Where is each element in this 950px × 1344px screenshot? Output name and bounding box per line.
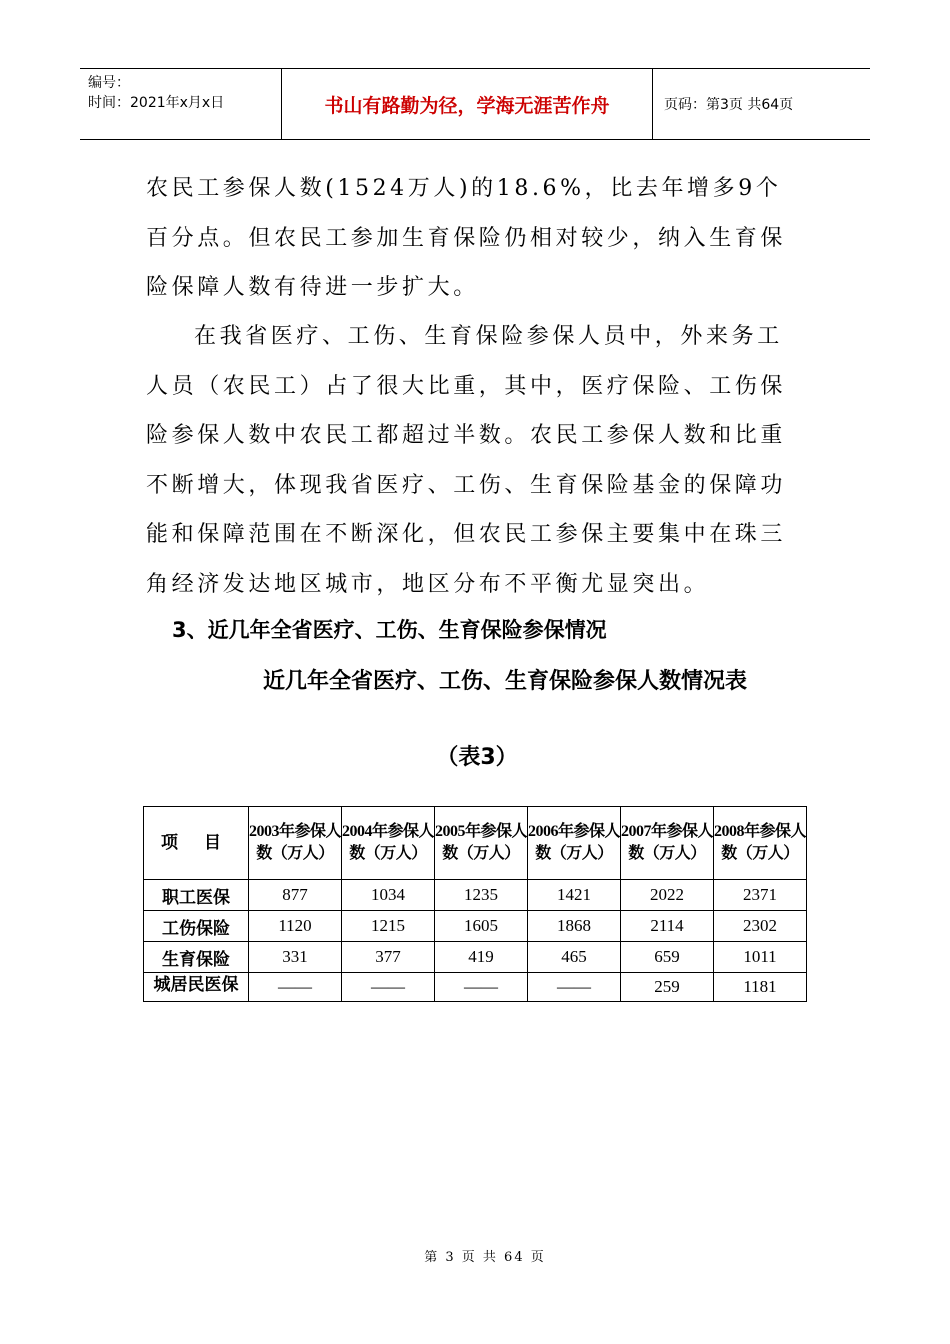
table-cell: 259 — [621, 973, 714, 1002]
table-cell: 2114 — [621, 911, 714, 942]
table-number: （表3） — [436, 745, 518, 770]
row-label — [144, 973, 249, 1002]
header-motto: 书山有路勤为径，学海无涯苦作舟 — [282, 69, 653, 139]
header-time-label: 时间：2021年x月x日 — [88, 95, 225, 111]
table-cell: —— — [342, 973, 435, 1002]
table-title: 近几年全省医疗、工伤、生育保险参保人数情况表 — [262, 669, 747, 694]
table-cell: 877 — [249, 880, 342, 911]
table-cell: —— — [528, 973, 621, 1002]
table-header-2004: 2004年参保人数（万人） — [342, 807, 435, 880]
table-cell: 1605 — [435, 911, 528, 942]
table-cell: 1421 — [528, 880, 621, 911]
row-label: 生育保险 — [144, 942, 249, 973]
row-label: 工伤保险 — [144, 911, 249, 942]
table-cell: 2371 — [714, 880, 807, 911]
table-cell: 1215 — [342, 911, 435, 942]
table-cell: 1868 — [528, 911, 621, 942]
table-cell: 2302 — [714, 911, 807, 942]
page-footer: 第 3 页 共 64 页 — [424, 1250, 546, 1265]
document-header — [80, 68, 870, 140]
table-cell: —— — [249, 973, 342, 1002]
table-header-item: 项 目 — [144, 807, 249, 880]
table-cell: 1181 — [714, 973, 807, 1002]
table-cell: 419 — [435, 942, 528, 973]
header-meta — [80, 69, 282, 139]
table-row — [144, 911, 807, 942]
header-page-info: 页码：第3页 共64页 — [664, 97, 794, 113]
table-cell: 331 — [249, 942, 342, 973]
header-number-label: 编号： — [88, 75, 130, 91]
table-cell: 1011 — [714, 942, 807, 973]
table-cell: 2022 — [621, 880, 714, 911]
body-paragraph-2: 在我省医疗、工伤、生育保险参保人员中，外来务工人员（农民工）占了很大比重，其中，医疗保险、工伤保险参保人数中农民工都超过半数。农民工参保人数和比重不断增大，体现我省医疗、工伤、生育保险基金的保障功能和保障范围在不断深化，但农民工参保主要集中在珠三角经济发达地区城市，地区分布不平衡尤显突出。 — [146, 324, 787, 597]
table-cell: —— — [435, 973, 528, 1002]
body-paragraph-1: 农民工参保人数(1524万人)的18.6%，比去年增多9个百分点。但农民工参加生育保险仍相对较少，纳入生育保险保障人数有待进一步扩大。 — [146, 176, 787, 300]
row-label: 职工医保 — [144, 880, 249, 911]
table-cell: 377 — [342, 942, 435, 973]
section-heading: 3、近几年全省医疗、工伤、生育保险参保情况 — [172, 618, 607, 642]
insurance-table — [143, 806, 807, 1002]
table-cell: 659 — [621, 942, 714, 973]
table-cell: 1034 — [342, 880, 435, 911]
table-row — [144, 973, 807, 1002]
table-header-2007: 2007年参保人数（万人） — [621, 807, 714, 880]
table-cell: 1235 — [435, 880, 528, 911]
table-header-row — [144, 807, 807, 880]
table-header-2006: 2006年参保人数（万人） — [528, 807, 621, 880]
table-cell: 1120 — [249, 911, 342, 942]
table-row — [144, 942, 807, 973]
table-header-2008: 2008年参保人数（万人） — [714, 807, 807, 880]
table-cell: 465 — [528, 942, 621, 973]
table-header-2003: 2003年参保人数（万人） — [249, 807, 342, 880]
row-label-text: 城居民医保 — [153, 975, 239, 995]
table-row — [144, 880, 807, 911]
table-header-2005: 2005年参保人数（万人） — [435, 807, 528, 880]
